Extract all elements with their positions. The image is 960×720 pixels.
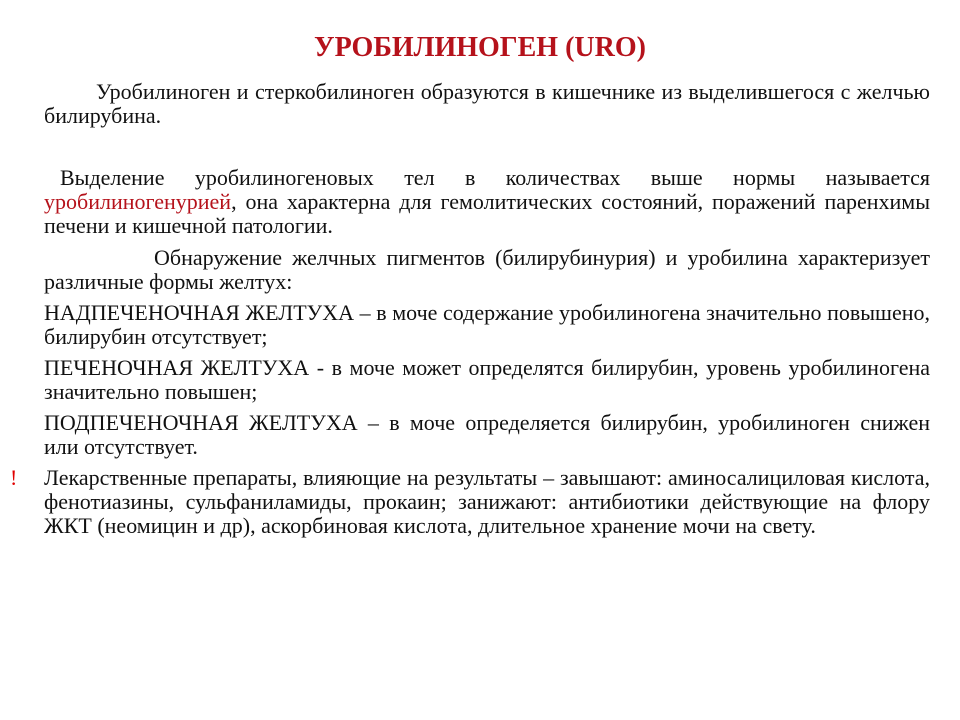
paragraph-drugs-block: [10, 465, 930, 538]
paragraph-drug-interference: Лекарственные препараты, влияющие на результаты – завышают: аминосалициловая кислота, фенотиазины, сульфаниламиды, прокаин; занижают: антибиотики действующие на флору ЖКТ (неомицин и др), аскорбиновая кислота, длительное хранение мочи на свету.: [44, 465, 930, 538]
paragraph-urobilinogen-origin: Уробилиноген и стеркобилиноген образуются в кишечнике из выделившегося с желчью билирубина.: [44, 79, 930, 128]
paragraph-text: Выделение уробилиногеновых тел в количествах выше нормы называется: [60, 165, 930, 190]
paragraph-prehepatic-jaundice: НАДПЕЧЕНОЧНАЯ ЖЕЛТУХА – в моче содержание уробилиногена значительно повышено, билирубин отсутствует;: [44, 300, 930, 349]
paragraph-bile-pigments: Обнаружение желчных пигментов (билирубинурия) и уробилина характеризует различные формы желтух:: [44, 245, 930, 294]
slide-body: [10, 79, 930, 538]
paragraph-text: , она характерна для гемолитических состояний, поражений паренхимы печени и кишечной патологии.: [44, 189, 930, 238]
exclamation-icon: !: [10, 465, 18, 490]
paragraph-posthepatic-jaundice: ПОДПЕЧЕНОЧНАЯ ЖЕЛТУХА – в моче определяется билирубин, уробилиноген снижен или отсутствует.: [44, 410, 930, 459]
paragraph-urobilinogenuria: [44, 166, 930, 238]
highlighted-term: уробилиногенурией: [44, 189, 232, 214]
paragraph-hepatic-jaundice: ПЕЧЕНОЧНАЯ ЖЕЛТУХА - в моче может определятся билирубин, уровень уробилиногена значительно повышен;: [44, 355, 930, 404]
slide-title: УРОБИЛИНОГЕН (URO): [314, 32, 646, 63]
